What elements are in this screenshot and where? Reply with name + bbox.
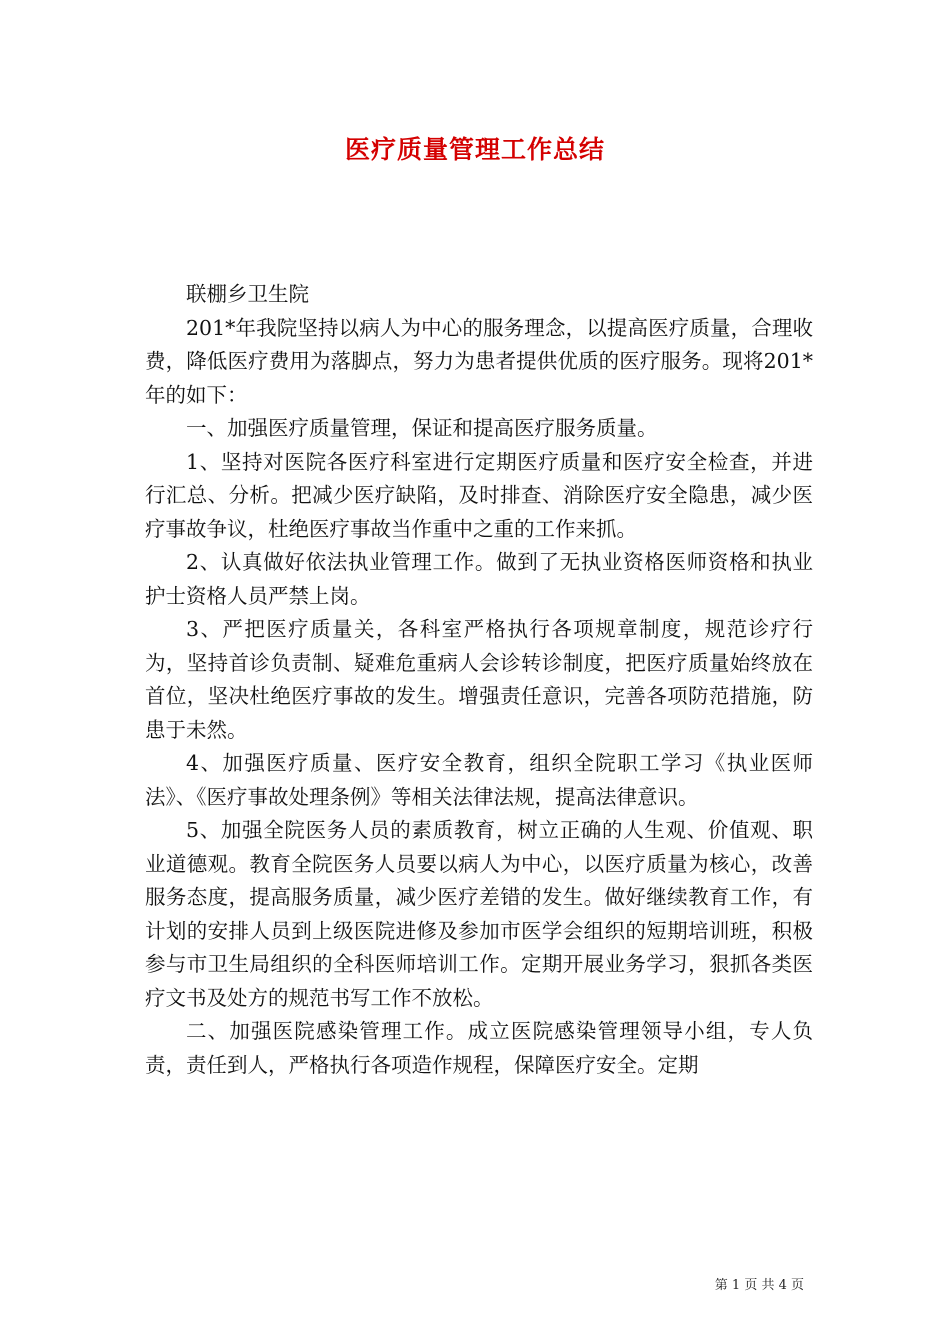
paragraph-item-2: 2、认真做好依法执业管理工作。做到了无执业资格医师资格和执业护士资格人员严禁上岗。 [145,550,813,608]
paragraph-item-5: 5、加强全院医务人员的素质教育，树立正确的人生观、价值观、职业道德观。教育全院医务人员要以病人为中心，以医疗质量为核心，改善服务态度，提高服务质量，减少医疗差错的发生。做好继续教育工作，有计划的安排人员到上级医院进修及参加市医学会组织的短期培训班，积极参与市卫生局组织的全科医师培训工作。定期开展业务学习，狠抓各类医疗文书及处方的规范书写工作不放松。 [145,818,813,1010]
paragraph-item-4: 4、加强医疗质量、医疗安全教育，组织全院职工学习《执业医师法》、《医疗事故处理条例》等相关法律法规，提高法律意识。 [145,751,813,809]
paragraph-intro: 201*年我院坚持以病人为中心的服务理念，以提高医疗质量，合理收费，降低医疗费用为落脚点，努力为患者提供优质的医疗服务。现将201*年的如下： [145,315,813,407]
page-number-footer: 第 1 页 共 4 页 [714,1278,804,1293]
paragraph-org: 联棚乡卫生院 [186,282,309,306]
document-title: 医疗质量管理工作总结 [344,135,605,164]
document-body [145,278,813,1082]
paragraph-section-2: 二、加强医院感染管理工作。成立医院感染管理领导小组，专人负责，责任到人，严格执行各项造作规程，保障医疗安全。定期 [145,1019,813,1077]
paragraph-item-1: 1、坚持对医院各医疗科室进行定期医疗质量和医疗安全检查，并进行汇总、分析。把减少医疗缺陷，及时排查、消除医疗安全隐患，减少医疗事故争议，杜绝医疗事故当作重中之重的工作来抓。 [145,449,813,541]
paragraph-item-3: 3、严把医疗质量关，各科室严格执行各项规章制度，规范诊疗行为，坚持首诊负责制、疑难危重病人会诊转诊制度，把医疗质量始终放在首位，坚决杜绝医疗事故的发生。增强责任意识，完善各项防范措施，防患于未然。 [145,617,813,742]
paragraph-section-1: 一、加强医疗质量管理，保证和提高医疗服务质量。 [186,416,658,440]
